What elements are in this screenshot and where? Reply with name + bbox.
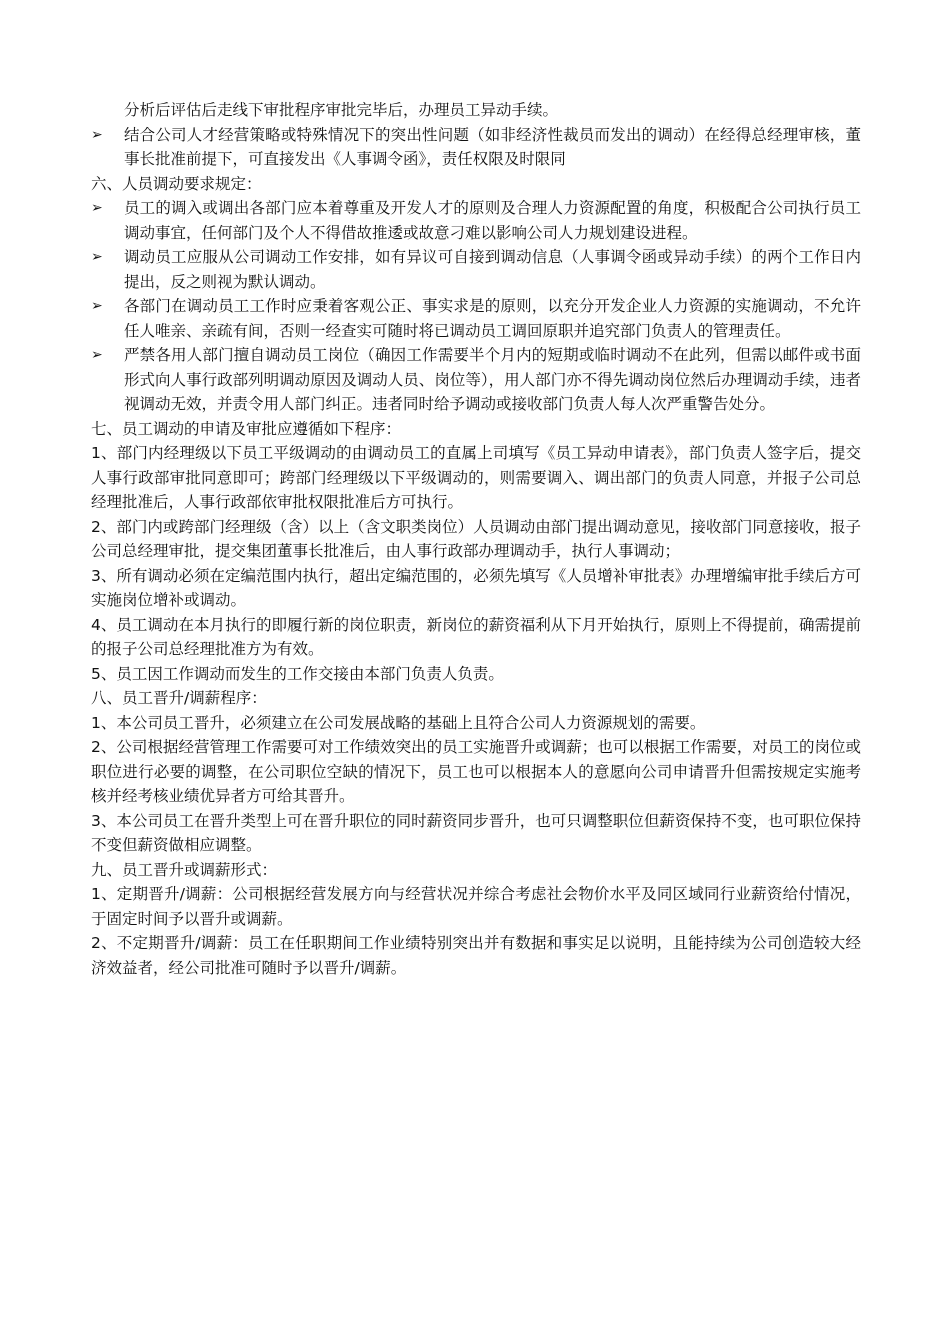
bullet-item	[91, 245, 861, 294]
section-heading-9: 九、员工晋升或调薪形式：	[91, 860, 278, 879]
bullet-text: 结合公司人才经营策略或特殊情况下的突出性问题（如非经济性裁员而发出的调动）在经得总经理审核，董事长批准前提下，可直接发出《人事调令函》，责任权限及时限同	[124, 125, 861, 168]
arrow-bullet-icon: ➢	[91, 126, 103, 143]
paragraph: 3、本公司员工在晋升类型上可在晋升职位的同时薪资同步晋升，也可只调整职位但薪资保持不变，也可职位保持不变但薪资做相应调整。	[91, 811, 861, 854]
paragraph: 2、部门内或跨部门经理级（含）以上（含文职类岗位）人员调动由部门提出调动意见，接收部门同意接收，报子公司总经理审批，提交集团董事长批准后，由人事行政部办理调动手，执行人事调动；	[91, 517, 861, 560]
bullet-item	[91, 123, 861, 172]
paragraph: 3、所有调动必须在定编范围内执行，超出定编范围的，必须先填写《人员增补审批表》办理增编审批手续后方可实施岗位增补或调动。	[91, 566, 861, 609]
bullet-item	[91, 294, 861, 343]
arrow-bullet-icon: ➢	[91, 298, 103, 314]
paragraph: 2、公司根据经营管理工作需要可对工作绩效突出的员工实施晋升或调薪；也可以根据工作需要，对员工的岗位或职位进行必要的调整，在公司职位空缺的情况下，员工也可以根据本人的意愿向公司申请晋升但需按规定实施考核并经考核业绩优异者方可给其晋升。	[91, 738, 861, 805]
bullet-text: 调动员工应服从公司调动工作安排，如有异议可自接到调动信息（人事调令函或异动手续）的两个工作日内提出，反之则视为默认调动。	[124, 248, 861, 291]
paragraph: 5、员工因工作调动而发生的工作交接由本部门负责人负责。	[91, 664, 504, 683]
paragraph: 1、本公司员工晋升，必须建立在公司发展战略的基础上且符合公司人力资源规划的需要。	[91, 713, 706, 732]
bullet-text: 员工的调入或调出各部门应本着尊重及开发人才的原则及合理人力资源配置的角度，积极配合公司执行员工调动事宜，任何部门及个人不得借故推逶或故意刁难以影响公司人力规划建设进程。	[124, 199, 861, 242]
paragraph: 1、部门内经理级以下员工平级调动的由调动员工的直属上司填写《员工异动申请表》，部门负责人签字后，提交人事行政部审批同意即可；跨部门经理级以下平级调动的，则需要调入、调出部门的负责人同意，并报子公司总经理批准后，人事行政部依审批权限批准后方可执行。	[91, 444, 861, 511]
arrow-bullet-icon: ➢	[91, 200, 103, 216]
arrow-bullet-icon: ➢	[91, 249, 103, 265]
bullet-item	[91, 343, 861, 417]
document-page	[91, 98, 861, 980]
paragraph: 2、不定期晋升/调薪：员工在任职期间工作业绩特别突出并有数据和事实足以说明，且能持续为公司创造较大经济效益者，经公司批准可随时予以晋升/调薪。	[91, 934, 861, 977]
bullet-item	[91, 196, 861, 245]
bullet-text: 各部门在调动员工工作时应秉着客观公正、事实求是的原则，以充分开发企业人力资源的实施调动，不允许任人唯亲、亲疏有间，否则一经查实可随时将已调动员工调回原职并追究部门负责人的管理责任。	[124, 297, 861, 340]
section-heading-7: 七、员工调动的申请及审批应遵循如下程序：	[91, 419, 402, 438]
arrow-bullet-icon: ➢	[91, 347, 103, 363]
section-heading-8: 八、员工晋升/调薪程序：	[91, 689, 267, 707]
paragraph: 4、员工调动在本月执行的即履行新的岗位职责，新岗位的薪资福利从下月开始执行，原则上不得提前，确需提前的报子公司总经理批准方为有效。	[91, 615, 861, 658]
section-heading-6: 六、人员调动要求规定：	[91, 174, 262, 193]
bullet-text: 严禁各用人部门擅自调动员工岗位（确因工作需要半个月内的短期或临时调动不在此列，但需以邮件或书面形式向人事行政部列明调动原因及调动人员、岗位等），用人部门亦不得先调动岗位然后办理调动手续，违者视调动无效，并责令用人部门纠正。违者同时给予调动或接收部门负责人每人次严重警告处分。	[124, 346, 861, 413]
continued-paragraph: 分析后评估后走线下审批程序审批完毕后，办理员工异动手续。	[124, 101, 559, 119]
paragraph: 1、定期晋升/调薪：公司根据经营发展方向与经营状况并综合考虑社会物价水平及同区域同行业薪资给付情况，于固定时间予以晋升或调薪。	[91, 885, 861, 928]
